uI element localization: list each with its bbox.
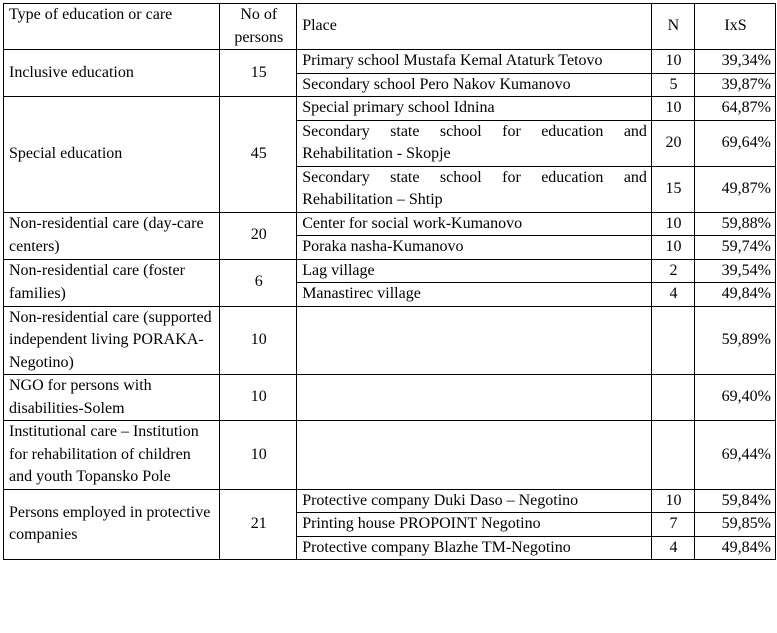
persons-cell: 45 (220, 97, 297, 213)
n-cell: 10 (651, 212, 694, 236)
type-cell: Non-residential care (foster families) (4, 259, 220, 306)
n-cell (651, 306, 694, 375)
persons-cell: 10 (220, 421, 297, 490)
ixs-cell: 69,64% (694, 120, 775, 166)
persons-cell: 21 (220, 489, 297, 560)
table-row (4, 489, 776, 513)
ixs-cell: 49,84% (694, 536, 775, 560)
place-cell: Secondary state school for education and Rehabilitation – Shtip (297, 166, 652, 212)
ixs-cell: 69,44% (694, 421, 775, 490)
n-cell: 2 (651, 259, 694, 283)
place-cell: Secondary school Pero Nakov Kumanovo (297, 73, 652, 97)
type-cell: Special education (4, 97, 220, 213)
header-place: Place (297, 4, 652, 50)
ixs-cell: 59,84% (694, 489, 775, 513)
persons-cell: 10 (220, 375, 297, 421)
ixs-cell: 69,40% (694, 375, 775, 421)
ixs-cell: 59,88% (694, 212, 775, 236)
n-cell: 15 (651, 166, 694, 212)
table-row (4, 97, 776, 121)
n-cell: 10 (651, 236, 694, 260)
place-cell: Protective company Duki Daso – Negotino (297, 489, 652, 513)
table-row (4, 375, 776, 421)
type-cell: Inclusive education (4, 50, 220, 97)
n-cell: 10 (651, 97, 694, 121)
table-row (4, 306, 776, 375)
ixs-cell: 39,87% (694, 73, 775, 97)
ixs-cell: 59,74% (694, 236, 775, 260)
type-cell: Non-residential care (day-care centers) (4, 212, 220, 259)
ixs-cell: 49,87% (694, 166, 775, 212)
place-cell (297, 306, 652, 375)
type-cell: Persons employed in protective companies (4, 489, 220, 560)
n-cell: 20 (651, 120, 694, 166)
type-cell: Non-residential care (supported independent living PORAKA-Negotino) (4, 306, 220, 375)
persons-cell: 6 (220, 259, 297, 306)
ixs-cell: 64,87% (694, 97, 775, 121)
place-cell: Protective company Blazhe TM-Negotino (297, 536, 652, 560)
ixs-cell: 49,84% (694, 283, 775, 307)
persons-cell: 15 (220, 50, 297, 97)
n-cell: 5 (651, 73, 694, 97)
persons-cell: 20 (220, 212, 297, 259)
place-cell: Special primary school Idnina (297, 97, 652, 121)
type-cell: Institutional care – Institution for rehabilitation of children and youth Topansko Pole (4, 421, 220, 490)
header-row (4, 4, 776, 50)
ixs-cell: 39,54% (694, 259, 775, 283)
n-cell (651, 375, 694, 421)
table-row (4, 50, 776, 74)
place-cell: Primary school Mustafa Kemal Ataturk Tetovo (297, 50, 652, 74)
data-table (3, 3, 776, 560)
table-row (4, 421, 776, 490)
place-cell: Lag village (297, 259, 652, 283)
place-cell: Secondary state school for education and Rehabilitation - Skopje (297, 120, 652, 166)
type-cell: NGO for persons with disabilities-Solem (4, 375, 220, 421)
place-cell (297, 421, 652, 490)
ixs-cell: 59,85% (694, 513, 775, 537)
n-cell (651, 421, 694, 490)
n-cell: 4 (651, 536, 694, 560)
header-persons: No of persons (220, 4, 297, 50)
place-cell: Center for social work-Kumanovo (297, 212, 652, 236)
place-cell: Printing house PROPOINT Negotino (297, 513, 652, 537)
persons-cell: 10 (220, 306, 297, 375)
table-row (4, 259, 776, 283)
header-n: N (651, 4, 694, 50)
ixs-cell: 59,89% (694, 306, 775, 375)
place-cell: Poraka nasha-Kumanovo (297, 236, 652, 260)
n-cell: 7 (651, 513, 694, 537)
n-cell: 4 (651, 283, 694, 307)
header-type: Type of education or care (4, 4, 220, 50)
table-row (4, 212, 776, 236)
n-cell: 10 (651, 50, 694, 74)
header-ixs: IxS (694, 4, 775, 50)
ixs-cell: 39,34% (694, 50, 775, 74)
place-cell: Manastirec village (297, 283, 652, 307)
n-cell: 10 (651, 489, 694, 513)
place-cell (297, 375, 652, 421)
